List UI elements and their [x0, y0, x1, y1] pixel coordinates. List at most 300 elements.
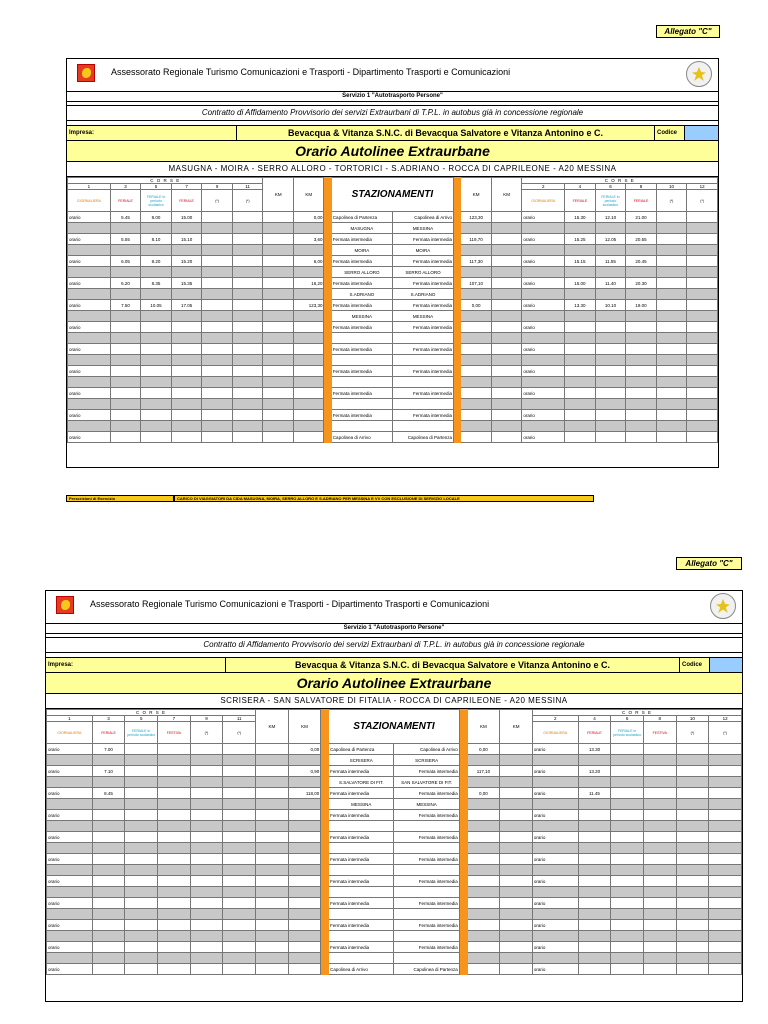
time-cell: orario [47, 766, 93, 777]
grid-cell [47, 799, 93, 810]
km-cell [293, 421, 324, 432]
grid-cell [92, 821, 125, 832]
time-cell: 6.05 [110, 256, 141, 267]
grid-cell [68, 311, 111, 322]
route-bar [321, 854, 329, 865]
grid-cell [611, 865, 644, 876]
grid-cell [676, 953, 709, 964]
grid-cell [223, 843, 256, 854]
time-cell: orario [68, 322, 111, 333]
grid-cell [47, 755, 93, 766]
route-bar [324, 322, 331, 333]
time-cell: orario [532, 832, 578, 843]
station-cell: MESSINA [392, 311, 453, 322]
time-cell [676, 744, 709, 755]
prescrizioni-text: CARICO DI VIAGGIATORI DA CIDA MASUGNA, MOIRA, SERRO ALLORO E S.ADRIANO PER MESSINA E VV CON ESCLUSIONE DI SERVIZIO LOCALE [174, 495, 594, 502]
grid-cell [223, 821, 256, 832]
time-cell [190, 766, 223, 777]
route-bar [459, 909, 467, 920]
time-cell [158, 766, 191, 777]
time-cell [676, 832, 709, 843]
time-cell [595, 322, 626, 333]
trinacria-emblem-icon [710, 593, 736, 619]
grid-cell [110, 333, 141, 344]
time-cell [190, 744, 223, 755]
grid-cell [232, 245, 263, 256]
time-cell: orario [68, 278, 111, 289]
corsa-type: (*) [232, 190, 263, 212]
servizio-label-2: Servizio 1 "Autotrasporto Persone" [46, 624, 742, 634]
time-cell: 6.20 [110, 278, 141, 289]
km-cell: 0,00 [461, 300, 492, 311]
station-cell: Fermata intermedia [331, 410, 392, 421]
km-cell [491, 432, 522, 443]
station-cell: SERRO ALLORO [331, 267, 392, 278]
orario-title-2: Orario Autolinee Extraurbane [46, 673, 742, 694]
time-cell [709, 810, 742, 821]
km-cell [293, 223, 324, 234]
time-cell [158, 920, 191, 931]
grid-cell [595, 289, 626, 300]
km-cell [461, 366, 492, 377]
time-cell [611, 854, 644, 865]
route-bar [324, 234, 331, 245]
time-cell: orario [47, 964, 93, 975]
time-cell [676, 876, 709, 887]
grid-cell [522, 399, 565, 410]
km-cell [256, 854, 289, 865]
corsa-number: 5 [125, 716, 158, 722]
time-cell [190, 788, 223, 799]
grid-cell [687, 245, 718, 256]
grid-cell [676, 865, 709, 876]
grid-cell [522, 267, 565, 278]
grid-cell [656, 399, 687, 410]
station-cell: MESSINA [392, 223, 453, 234]
grid-cell [709, 843, 742, 854]
time-cell: orario [47, 854, 93, 865]
time-cell [190, 832, 223, 843]
time-cell [110, 388, 141, 399]
corsa-number: 12 [687, 184, 718, 190]
corse-label: C O R S E [47, 710, 256, 716]
grid-cell [190, 865, 223, 876]
route-bar [459, 799, 467, 810]
station-cell: MASUGNA [331, 223, 392, 234]
grid-cell [656, 355, 687, 366]
grid-cell [643, 777, 676, 788]
time-cell: orario [532, 854, 578, 865]
header-row [67, 59, 718, 92]
time-cell [92, 810, 125, 821]
km-cell: 117,10 [467, 766, 500, 777]
time-cell: orario [532, 898, 578, 909]
grid-cell [232, 311, 263, 322]
km-cell [293, 377, 324, 388]
grid-cell [578, 843, 611, 854]
grid-cell [202, 421, 233, 432]
km-cell: 123,30 [293, 300, 324, 311]
time-cell [643, 788, 676, 799]
time-cell [578, 854, 611, 865]
km-header: KM [256, 710, 289, 744]
grid-cell [190, 887, 223, 898]
km-cell [288, 931, 321, 942]
time-cell: 12.05 [595, 234, 626, 245]
time-cell [709, 744, 742, 755]
km-cell [491, 267, 522, 278]
time-cell: 5.45 [110, 212, 141, 223]
route-bar [321, 865, 329, 876]
route-bar [454, 234, 461, 245]
time-cell: orario [47, 832, 93, 843]
km-cell [491, 344, 522, 355]
time-cell: 10.05 [141, 300, 172, 311]
km-cell [491, 322, 522, 333]
route-bar [321, 964, 329, 975]
route-bar [454, 267, 461, 278]
corsa-number: 6 [595, 184, 626, 190]
station-cell: Fermata intermedia [329, 766, 394, 777]
route-bar [324, 421, 331, 432]
time-cell [92, 832, 125, 843]
station-cell: MOIRA [392, 245, 453, 256]
time-cell [626, 344, 657, 355]
grid-cell [611, 931, 644, 942]
time-cell [92, 898, 125, 909]
station-cell: Fermata intermedia [329, 876, 394, 887]
grid-cell [190, 821, 223, 832]
time-cell [223, 854, 256, 865]
km-cell: 123,30 [461, 212, 492, 223]
grid-cell [232, 289, 263, 300]
route-bar [459, 953, 467, 964]
time-cell [125, 788, 158, 799]
km-cell [256, 931, 289, 942]
corsa-type: FERIALE in periodo scolastico [141, 190, 172, 212]
km-cell [288, 799, 321, 810]
time-cell [676, 766, 709, 777]
route-bar [324, 399, 331, 410]
km-cell [256, 942, 289, 953]
time-cell [578, 898, 611, 909]
time-cell [141, 344, 172, 355]
station-cell [329, 931, 394, 942]
time-cell: orario [68, 410, 111, 421]
km-cell [467, 920, 500, 931]
station-cell: Capolinea di Arrivo [392, 212, 453, 223]
grid-cell [565, 311, 596, 322]
grid-cell [202, 333, 233, 344]
corsa-type: (*) [202, 190, 233, 212]
grid-cell [656, 377, 687, 388]
route-bar [459, 766, 467, 777]
km-cell [293, 311, 324, 322]
time-cell [565, 410, 596, 421]
time-cell [643, 876, 676, 887]
time-cell [709, 920, 742, 931]
km-cell [461, 322, 492, 333]
grid-cell [190, 909, 223, 920]
km-cell [288, 953, 321, 964]
route-bar [459, 710, 467, 744]
km-cell: 119,70 [461, 234, 492, 245]
station-cell: Capolinea di Partenza [394, 964, 459, 975]
station-cell: MESSINA [329, 799, 394, 810]
corsa-type: GIORNALIERA [68, 190, 111, 212]
time-cell [110, 410, 141, 421]
grid-cell [626, 399, 657, 410]
time-cell: 11.40 [595, 278, 626, 289]
grid-cell [565, 333, 596, 344]
grid-cell [110, 355, 141, 366]
time-cell [125, 744, 158, 755]
time-cell [611, 766, 644, 777]
corsa-type: FERIALE [110, 190, 141, 212]
route-bar [324, 278, 331, 289]
station-cell: SCRISERA [394, 755, 459, 766]
grid-cell [578, 821, 611, 832]
route-bar [324, 333, 331, 344]
time-cell [626, 322, 657, 333]
station-cell: Capolinea di Arrivo [331, 432, 392, 443]
km-header: KM [263, 178, 294, 212]
km-cell [263, 300, 294, 311]
station-cell: Fermata intermedia [331, 300, 392, 311]
route-bar [454, 223, 461, 234]
corsa-type: FERIALE in periodo scolastico [125, 722, 158, 744]
corsa-number: 5 [141, 184, 172, 190]
time-cell [171, 432, 202, 443]
km-cell: 118,00 [288, 788, 321, 799]
corsa-type: (*) [190, 722, 223, 744]
route-bar [459, 931, 467, 942]
time-cell: orario [522, 278, 565, 289]
time-cell [92, 942, 125, 953]
time-cell [202, 344, 233, 355]
codice-field[interactable] [685, 126, 719, 140]
km-cell [256, 799, 289, 810]
grid-cell [656, 267, 687, 278]
station-cell: Fermata intermedia [394, 854, 459, 865]
time-cell: 12.10 [595, 212, 626, 223]
corsa-type: FERIALE in periodo scolastico [611, 722, 644, 744]
station-cell [394, 865, 459, 876]
grid-cell [709, 931, 742, 942]
time-cell [110, 322, 141, 333]
grid-cell [171, 377, 202, 388]
km-cell: 16,20 [293, 278, 324, 289]
station-cell [331, 399, 392, 410]
route-bar [454, 333, 461, 344]
time-cell [202, 278, 233, 289]
grid-cell [656, 421, 687, 432]
route-bar [321, 832, 329, 843]
time-cell [232, 278, 263, 289]
grid-cell [47, 821, 93, 832]
time-cell [595, 388, 626, 399]
grid-cell [190, 777, 223, 788]
station-cell: Fermata intermedia [394, 832, 459, 843]
time-cell: 15.00 [565, 278, 596, 289]
km-cell [491, 256, 522, 267]
km-cell [491, 366, 522, 377]
allegato-label: Allegato "C" [656, 25, 720, 38]
corsa-type: (*) [223, 722, 256, 744]
orario-title: Orario Autolinee Extraurbane [67, 141, 718, 162]
grid-cell [223, 887, 256, 898]
route-bar [324, 355, 331, 366]
time-cell: orario [522, 344, 565, 355]
time-cell: orario [532, 876, 578, 887]
km-cell [293, 432, 324, 443]
time-cell [158, 898, 191, 909]
grid-cell [110, 377, 141, 388]
km-cell [500, 909, 533, 920]
corsa-type: FERIALE [92, 722, 125, 744]
time-cell [643, 964, 676, 975]
grid-cell [190, 953, 223, 964]
grid-cell [656, 311, 687, 322]
km-header: KM [461, 178, 492, 212]
grid-cell [687, 421, 718, 432]
km-cell [461, 344, 492, 355]
grid-cell [141, 267, 172, 278]
time-cell [687, 388, 718, 399]
grid-cell [709, 887, 742, 898]
grid-cell [522, 223, 565, 234]
corsa-type: (*) [676, 722, 709, 744]
time-cell: 8.45 [92, 788, 125, 799]
grid-cell [532, 821, 578, 832]
grid-cell [190, 755, 223, 766]
route-bar [454, 344, 461, 355]
station-cell: Fermata intermedia [392, 388, 453, 399]
grid-cell [68, 421, 111, 432]
grid-cell [125, 799, 158, 810]
servizio-label: Servizio 1 "Autotrasporto Persone" [67, 92, 718, 102]
station-cell: Fermata intermedia [331, 344, 392, 355]
sheet-2 [45, 590, 743, 1002]
time-cell [125, 942, 158, 953]
km-cell [467, 931, 500, 942]
time-cell [687, 344, 718, 355]
km-cell [293, 322, 324, 333]
route-bar [324, 366, 331, 377]
codice-field-2[interactable] [710, 658, 743, 672]
grid-cell [532, 843, 578, 854]
km-header: KM [293, 178, 324, 212]
km-cell: 0,00 [293, 212, 324, 223]
km-cell [467, 898, 500, 909]
grid-cell [232, 267, 263, 278]
grid-cell [158, 843, 191, 854]
corsa-number: 10 [676, 716, 709, 722]
km-cell [461, 311, 492, 322]
time-cell [687, 300, 718, 311]
grid-cell [643, 931, 676, 942]
time-cell [223, 744, 256, 755]
km-cell [293, 245, 324, 256]
corsa-number: 1 [47, 716, 93, 722]
grid-cell [595, 223, 626, 234]
time-cell [190, 898, 223, 909]
grid-cell [522, 289, 565, 300]
grid-cell [223, 909, 256, 920]
grid-cell [687, 355, 718, 366]
km-cell [256, 744, 289, 755]
grid-cell [110, 289, 141, 300]
km-cell [263, 267, 294, 278]
km-cell [288, 964, 321, 975]
route-bar [459, 920, 467, 931]
km-cell [461, 421, 492, 432]
km-cell [263, 410, 294, 421]
km-cell [467, 755, 500, 766]
time-cell: orario [532, 964, 578, 975]
km-cell [491, 212, 522, 223]
km-cell [467, 964, 500, 975]
grid-cell [92, 909, 125, 920]
time-cell [565, 366, 596, 377]
time-cell: orario [47, 920, 93, 931]
impresa-row-2 [46, 658, 742, 673]
km-cell [288, 876, 321, 887]
corsa-type: FERIALE in periodo scolastico [595, 190, 626, 212]
grid-cell [141, 311, 172, 322]
time-cell [656, 300, 687, 311]
time-cell [643, 898, 676, 909]
time-cell [687, 212, 718, 223]
stazionamenti-header: STAZIONAMENTI [329, 710, 460, 744]
time-cell [223, 964, 256, 975]
route-bar [459, 788, 467, 799]
time-cell [232, 256, 263, 267]
grid-cell [92, 755, 125, 766]
grid-cell [202, 355, 233, 366]
grid-cell [709, 799, 742, 810]
time-cell: orario [532, 942, 578, 953]
time-cell: orario [68, 432, 111, 443]
time-cell: orario [522, 410, 565, 421]
time-cell [676, 942, 709, 953]
km-cell: 6,00 [293, 256, 324, 267]
time-cell [158, 832, 191, 843]
grid-cell [190, 931, 223, 942]
km-cell [467, 854, 500, 865]
km-cell [263, 388, 294, 399]
grid-cell [92, 887, 125, 898]
route-bar [459, 832, 467, 843]
grid-cell [532, 953, 578, 964]
station-cell: S.ADRIANO [331, 289, 392, 300]
time-cell [202, 432, 233, 443]
grid-cell [110, 311, 141, 322]
station-cell: Capolinea di Partenza [392, 432, 453, 443]
route-bar [321, 898, 329, 909]
grid-cell [611, 909, 644, 920]
impresa-row [67, 126, 718, 141]
grid-cell [92, 777, 125, 788]
time-cell: 15.35 [171, 278, 202, 289]
route-bar [321, 810, 329, 821]
corsa-number: 2 [522, 184, 565, 190]
time-cell [110, 432, 141, 443]
time-cell [611, 810, 644, 821]
time-cell [676, 810, 709, 821]
time-cell: orario [47, 744, 93, 755]
grid-cell [141, 333, 172, 344]
